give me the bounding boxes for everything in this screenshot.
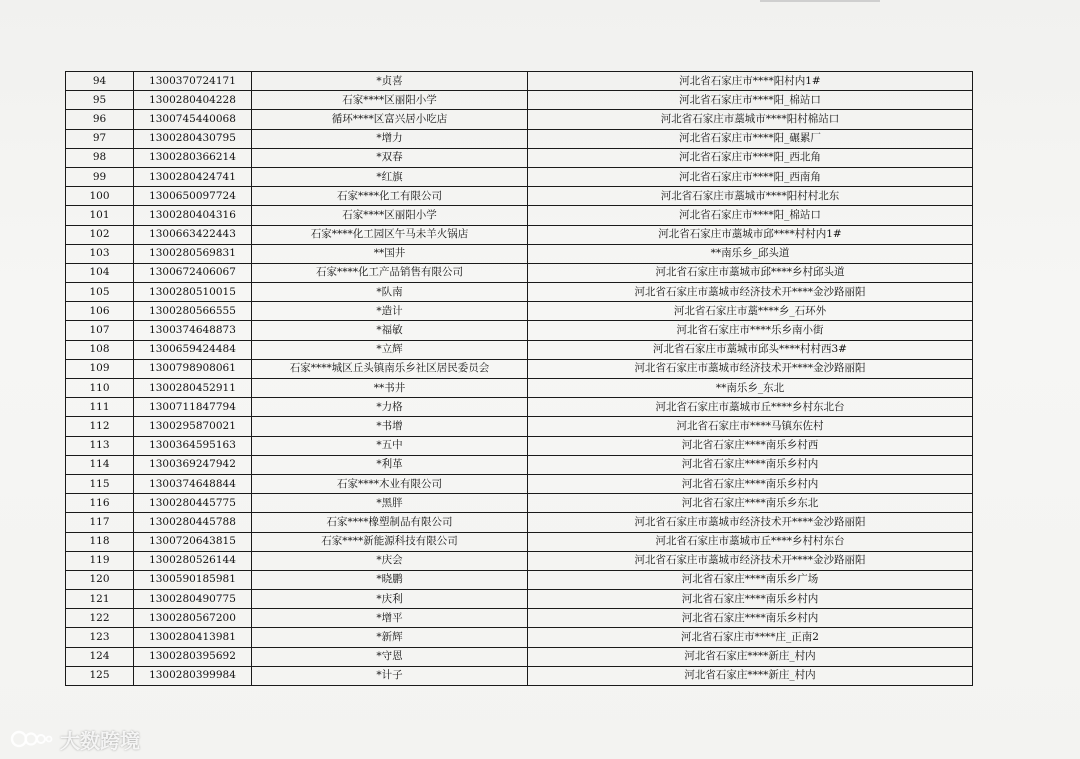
account-number-cell: 1300650097724: [134, 187, 252, 206]
table-row: [66, 590, 973, 609]
table-row: [66, 72, 973, 91]
table-row: [66, 302, 973, 321]
name-cell: *福敏: [252, 321, 528, 340]
account-number-cell: 1300280567200: [134, 609, 252, 628]
address-cell: 河北省石家庄市****阳_棉站口: [528, 91, 973, 110]
name-cell: *增平: [252, 609, 528, 628]
row-number-cell: 121: [66, 590, 134, 609]
account-number-cell: 1300745440068: [134, 110, 252, 129]
row-number-cell: 94: [66, 72, 134, 91]
address-cell: 河北省石家庄市****阳_西北角: [528, 148, 973, 167]
table-row: [66, 359, 973, 378]
table-row: [66, 206, 973, 225]
address-cell: 河北省石家庄****南乐乡村西: [528, 436, 973, 455]
address-cell: 河北省石家庄****新庄_村内: [528, 666, 973, 685]
table-row: [66, 129, 973, 148]
name-cell: 石家****化工产品销售有限公司: [252, 263, 528, 282]
table-row: [66, 187, 973, 206]
row-number-cell: 97: [66, 129, 134, 148]
name-cell: *庆会: [252, 551, 528, 570]
address-cell: **南乐乡_东北: [528, 379, 973, 398]
address-cell: 河北省石家庄市****马镇东佐村: [528, 417, 973, 436]
account-number-cell: 1300280452911: [134, 379, 252, 398]
table-row: [66, 283, 973, 302]
account-number-cell: 1300659424484: [134, 340, 252, 359]
table-row: [66, 551, 973, 570]
address-cell: 河北省石家庄****南乐乡东北: [528, 494, 973, 513]
name-cell: **国井: [252, 244, 528, 263]
address-cell: 河北省石家庄市****阳_碾累厂: [528, 129, 973, 148]
account-number-cell: 1300280510015: [134, 283, 252, 302]
table-row: [66, 321, 973, 340]
name-cell: 石家****化工有限公司: [252, 187, 528, 206]
table-row: [66, 570, 973, 589]
row-number-cell: 123: [66, 628, 134, 647]
name-cell: 石家****城区丘头镇南乐乡社区居民委员会: [252, 359, 528, 378]
name-cell: **书井: [252, 379, 528, 398]
account-number-cell: 1300374648873: [134, 321, 252, 340]
table-row: [66, 513, 973, 532]
table-row: [66, 225, 973, 244]
row-number-cell: 110: [66, 379, 134, 398]
account-number-cell: 1300280445775: [134, 494, 252, 513]
table-body: [66, 72, 973, 686]
account-number-cell: 1300711847794: [134, 398, 252, 417]
name-cell: 石家****化工园区午马未羊火锅店: [252, 225, 528, 244]
table-row: [66, 91, 973, 110]
account-number-cell: 1300590185981: [134, 570, 252, 589]
account-number-cell: 1300280395692: [134, 647, 252, 666]
row-number-cell: 107: [66, 321, 134, 340]
name-cell: *立辉: [252, 340, 528, 359]
address-cell: 河北省石家庄****南乐乡村内: [528, 609, 973, 628]
address-cell: 河北省石家庄****新庄_村内: [528, 647, 973, 666]
table-row: [66, 455, 973, 474]
row-number-cell: 125: [66, 666, 134, 685]
name-cell: 石家****区丽阳小学: [252, 91, 528, 110]
address-cell: 河北省石家庄市****阳村内1#: [528, 72, 973, 91]
name-cell: *贞喜: [252, 72, 528, 91]
row-number-cell: 119: [66, 551, 134, 570]
account-number-cell: 1300720643815: [134, 532, 252, 551]
table-row: [66, 666, 973, 685]
account-number-cell: 1300280490775: [134, 590, 252, 609]
name-cell: *力格: [252, 398, 528, 417]
watermark: [10, 724, 140, 754]
name-cell: *五中: [252, 436, 528, 455]
row-number-cell: 98: [66, 148, 134, 167]
address-cell: **南乐乡_邱头道: [528, 244, 973, 263]
account-number-cell: 1300295870021: [134, 417, 252, 436]
row-number-cell: 113: [66, 436, 134, 455]
name-cell: 循环****区富兴居小吃店: [252, 110, 528, 129]
address-cell: 河北省石家庄市藁城市丘****乡村村东台: [528, 532, 973, 551]
table-row: [66, 417, 973, 436]
row-number-cell: 100: [66, 187, 134, 206]
watermark-text: 大数跨境: [60, 728, 140, 753]
account-number-cell: 1300280526144: [134, 551, 252, 570]
address-cell: 河北省石家庄****南乐乡村内: [528, 474, 973, 493]
account-number-cell: 1300280430795: [134, 129, 252, 148]
account-number-cell: 1300370724171: [134, 72, 252, 91]
name-cell: *庆利: [252, 590, 528, 609]
account-number-cell: 1300280404228: [134, 91, 252, 110]
account-number-cell: 1300374648844: [134, 474, 252, 493]
row-number-cell: 115: [66, 474, 134, 493]
row-number-cell: 101: [66, 206, 134, 225]
table-row: [66, 340, 973, 359]
table-row: [66, 436, 973, 455]
address-cell: 河北省石家庄市藁城市****阳村棉站口: [528, 110, 973, 129]
table-row: [66, 474, 973, 493]
row-number-cell: 116: [66, 494, 134, 513]
scan-artifact-line: [760, 0, 880, 2]
table-row: [66, 263, 973, 282]
row-number-cell: 114: [66, 455, 134, 474]
data-table: [65, 71, 973, 686]
row-number-cell: 112: [66, 417, 134, 436]
address-cell: 河北省石家庄****南乐乡村内: [528, 590, 973, 609]
name-cell: *红旗: [252, 167, 528, 186]
name-cell: *造计: [252, 302, 528, 321]
account-number-cell: 1300280399984: [134, 666, 252, 685]
account-number-cell: 1300280404316: [134, 206, 252, 225]
name-cell: *书增: [252, 417, 528, 436]
account-number-cell: 1300672406067: [134, 263, 252, 282]
name-cell: 石家****新能源科技有限公司: [252, 532, 528, 551]
name-cell: 石家****木业有限公司: [252, 474, 528, 493]
name-cell: *利革: [252, 455, 528, 474]
row-number-cell: 108: [66, 340, 134, 359]
row-number-cell: 109: [66, 359, 134, 378]
address-cell: 河北省石家庄市藁城市经济技术开****金沙路丽阳: [528, 513, 973, 532]
address-cell: 河北省石家庄市藁城市丘****乡村东北台: [528, 398, 973, 417]
name-cell: 石家****橡塑制品有限公司: [252, 513, 528, 532]
name-cell: *计子: [252, 666, 528, 685]
address-cell: 河北省石家庄市藁城市邱****村村内1#: [528, 225, 973, 244]
row-number-cell: 106: [66, 302, 134, 321]
address-cell: 河北省石家庄市****阳_西南角: [528, 167, 973, 186]
address-cell: 河北省石家庄****南乐乡广场: [528, 570, 973, 589]
name-cell: 石家****区丽阳小学: [252, 206, 528, 225]
table-row: [66, 110, 973, 129]
address-cell: 河北省石家庄市藁城市邱****乡村邱头道: [528, 263, 973, 282]
account-number-cell: 1300280413981: [134, 628, 252, 647]
account-number-cell: 1300798908061: [134, 359, 252, 378]
table-row: [66, 167, 973, 186]
row-number-cell: 95: [66, 91, 134, 110]
row-number-cell: 103: [66, 244, 134, 263]
account-number-cell: 1300364595163: [134, 436, 252, 455]
row-number-cell: 111: [66, 398, 134, 417]
table-row: [66, 494, 973, 513]
address-cell: 河北省石家庄市藁城市邱头****村村西3#: [528, 340, 973, 359]
table-row: [66, 379, 973, 398]
address-cell: 河北省石家庄市****庄_正南2: [528, 628, 973, 647]
address-cell: 河北省石家庄市藁****乡_石环外: [528, 302, 973, 321]
account-number-cell: 1300280445788: [134, 513, 252, 532]
name-cell: *守恩: [252, 647, 528, 666]
row-number-cell: 96: [66, 110, 134, 129]
account-number-cell: 1300663422443: [134, 225, 252, 244]
table-row: [66, 532, 973, 551]
address-cell: 河北省石家庄市藁城市经济技术开****金沙路丽阳: [528, 551, 973, 570]
name-cell: *队南: [252, 283, 528, 302]
table-row: [66, 609, 973, 628]
name-cell: *增力: [252, 129, 528, 148]
account-number-cell: 1300280569831: [134, 244, 252, 263]
row-number-cell: 105: [66, 283, 134, 302]
row-number-cell: 102: [66, 225, 134, 244]
name-cell: *新辉: [252, 628, 528, 647]
account-number-cell: 1300369247942: [134, 455, 252, 474]
address-cell: 河北省石家庄市藁城市****阳村村北东: [528, 187, 973, 206]
row-number-cell: 99: [66, 167, 134, 186]
address-cell: 河北省石家庄市藁城市经济技术开****金沙路丽阳: [528, 283, 973, 302]
name-cell: *晓鹏: [252, 570, 528, 589]
table-row: [66, 647, 973, 666]
row-number-cell: 120: [66, 570, 134, 589]
address-cell: 河北省石家庄市****乐乡南小街: [528, 321, 973, 340]
address-cell: 河北省石家庄****南乐乡村内: [528, 455, 973, 474]
name-cell: *双春: [252, 148, 528, 167]
address-cell: 河北省石家庄市****阳_棉站口: [528, 206, 973, 225]
account-number-cell: 1300280366214: [134, 148, 252, 167]
account-number-cell: 1300280424741: [134, 167, 252, 186]
row-number-cell: 117: [66, 513, 134, 532]
row-number-cell: 118: [66, 532, 134, 551]
row-number-cell: 122: [66, 609, 134, 628]
table-row: [66, 628, 973, 647]
row-number-cell: 104: [66, 263, 134, 282]
weibo-logo-icon: [10, 726, 54, 752]
account-number-cell: 1300280566555: [134, 302, 252, 321]
address-cell: 河北省石家庄市藁城市经济技术开****金沙路丽阳: [528, 359, 973, 378]
table-row: [66, 244, 973, 263]
name-cell: *黑胖: [252, 494, 528, 513]
row-number-cell: 124: [66, 647, 134, 666]
table-row: [66, 148, 973, 167]
table-row: [66, 398, 973, 417]
